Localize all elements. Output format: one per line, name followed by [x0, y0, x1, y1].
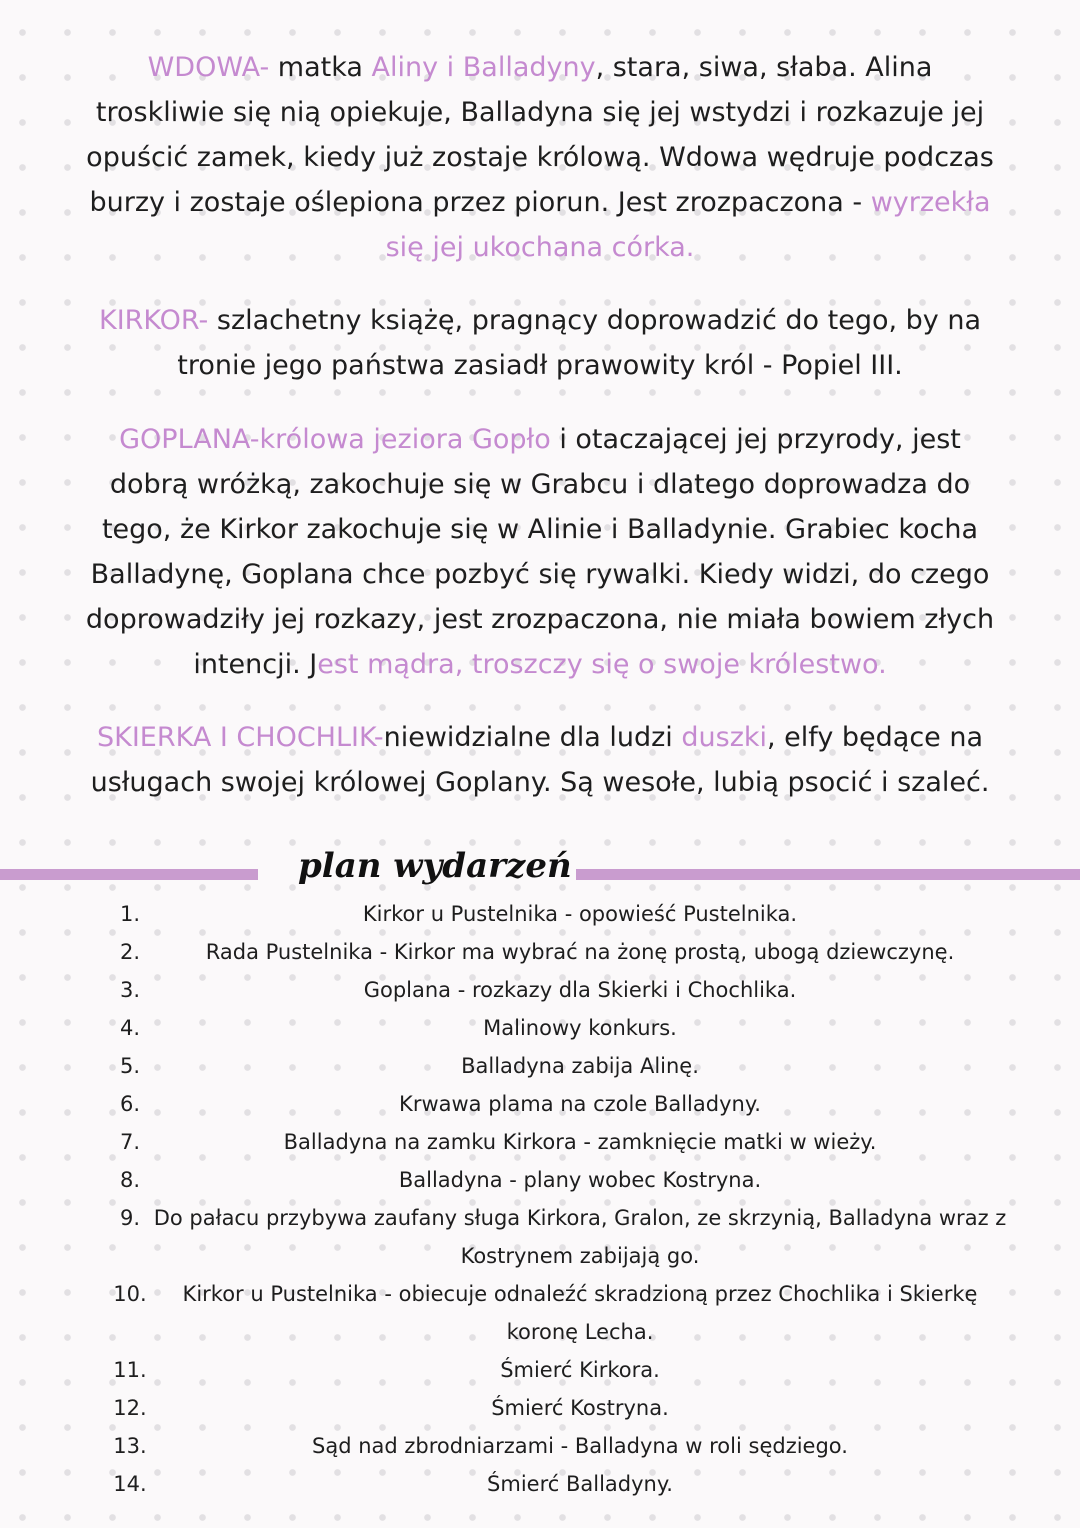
event-item [0, 1199, 1080, 1275]
skierka-text-1: niewidzialne dla ludzi [383, 722, 682, 753]
divider-left [0, 869, 258, 880]
name-wdowa: WDOWA- [147, 52, 270, 83]
event-item [0, 933, 1080, 971]
event-item [0, 1389, 1080, 1427]
wdowa-highlight-2: wyrzekła się jej ukochana córka. [385, 187, 991, 263]
event-number: 1. [119, 902, 141, 926]
event-text: Kirkor u Pustelnika - obiecuje odnaleźć skradzioną przez Chochlika i Skierkę koronę Lecha. [182, 1282, 978, 1344]
name-kirkor: KIRKOR- [98, 305, 209, 336]
event-number: 6. [119, 1092, 141, 1116]
event-text: Rada Pustelnika - Kirkor ma wybrać na żonę prostą, ubogą dziewczynę. [205, 940, 955, 964]
event-number: 4. [119, 1016, 141, 1040]
event-number: 5. [119, 1054, 141, 1078]
event-item [0, 971, 1080, 1009]
event-text: Sąd nad zbrodniarzami - Balladyna w roli sędziego. [312, 1434, 848, 1458]
event-text: Balladyna zabija Alinę. [461, 1054, 699, 1078]
plan-heading: plan wydarzeń [298, 846, 572, 886]
event-item [0, 895, 1080, 933]
character-wdowa [80, 45, 1000, 270]
event-item [0, 1351, 1080, 1389]
wdowa-text-2: , stara, siwa, słaba. Alina troskliwie się nią opiekuje, Balladyna się jej wstydzi i rozkazuje jej opuścić zamek, kiedy już zostaje królową. Wdowa wędruje podczas burzy i zostaje oślepiona przez piorun. Jest zrozpaczona - [86, 52, 994, 218]
event-text: Malinowy konkurs. [483, 1016, 677, 1040]
event-number: 8. [119, 1168, 141, 1192]
event-text: Goplana - rozkazy dla Skierki i Chochlika. [363, 978, 797, 1002]
event-item [0, 1009, 1080, 1047]
event-number: 10. [113, 1282, 147, 1306]
character-kirkor [80, 298, 1000, 388]
goplana-highlight-1: est mądra, troszczy się o swoje królestwo. [317, 649, 887, 680]
event-number: 11. [113, 1358, 147, 1382]
event-text: Krwawa plama na czole Balladyny. [399, 1092, 761, 1116]
wdowa-highlight-1: Aliny i Balladyny [371, 52, 596, 83]
event-item [0, 1047, 1080, 1085]
event-number: 3. [119, 978, 141, 1002]
event-item [0, 1275, 1080, 1351]
divider-right [576, 869, 1080, 880]
event-text: Śmierć Kostryna. [491, 1396, 669, 1420]
event-number: 14. [113, 1472, 147, 1496]
character-goplana [80, 417, 1000, 687]
plan-header [0, 842, 1080, 898]
event-number: 7. [119, 1130, 141, 1154]
skierka-text-2: , elfy będące na usługach swojej królowej Goplany. Są wesołe, lubią psocić i szaleć. [90, 722, 990, 798]
event-item [0, 1427, 1080, 1465]
event-item [0, 1123, 1080, 1161]
event-number: 13. [113, 1434, 147, 1458]
event-number: 12. [113, 1396, 147, 1420]
events-list [0, 895, 1080, 1503]
wdowa-text-1: matka [269, 52, 372, 83]
goplana-text-1: i otaczającej jej przyrody, jest dobrą wróżką, zakochuje się w Grabcu i dlatego doprowadza do tego, że Kirkor zakochuje się w Alinie i Balladynie. Grabiec kocha Balladynę, Goplana chce pozbyć się rywalki. Kiedy widzi, do czego doprowadziły jej rozkazy, jest zrozpaczona, nie miała bowiem złych intencji. J [85, 424, 995, 680]
event-text: Balladyna na zamku Kirkora - zamknięcie matki w wieży. [283, 1130, 877, 1154]
name-goplana: GOPLANA-królowa jeziora Gopło [119, 424, 551, 455]
skierka-highlight-1: duszki [681, 722, 768, 753]
event-number: 2. [119, 940, 141, 964]
character-skierka-chochlik [80, 715, 1000, 805]
event-text: Kirkor u Pustelnika - opowieść Pustelnika. [362, 902, 798, 926]
event-text: Śmierć Balladyny. [487, 1472, 673, 1496]
name-skierka-chochlik: SKIERKA I CHOCHLIK- [96, 722, 384, 753]
event-number: 9. [119, 1206, 141, 1230]
event-item [0, 1465, 1080, 1503]
event-item [0, 1161, 1080, 1199]
event-text: Balladyna - plany wobec Kostryna. [398, 1168, 762, 1192]
event-item [0, 1085, 1080, 1123]
event-text: Śmierć Kirkora. [500, 1358, 660, 1382]
event-text: Do pałacu przybywa zaufany sługa Kirkora, Gralon, ze skrzynią, Balladyna wraz z Kostrynem zabijają go. [153, 1206, 1007, 1268]
kirkor-text-1: szlachetny książę, pragnący doprowadzić do tego, by na tronie jego państwa zasiadł prawowity król - Popiel III. [177, 305, 982, 381]
